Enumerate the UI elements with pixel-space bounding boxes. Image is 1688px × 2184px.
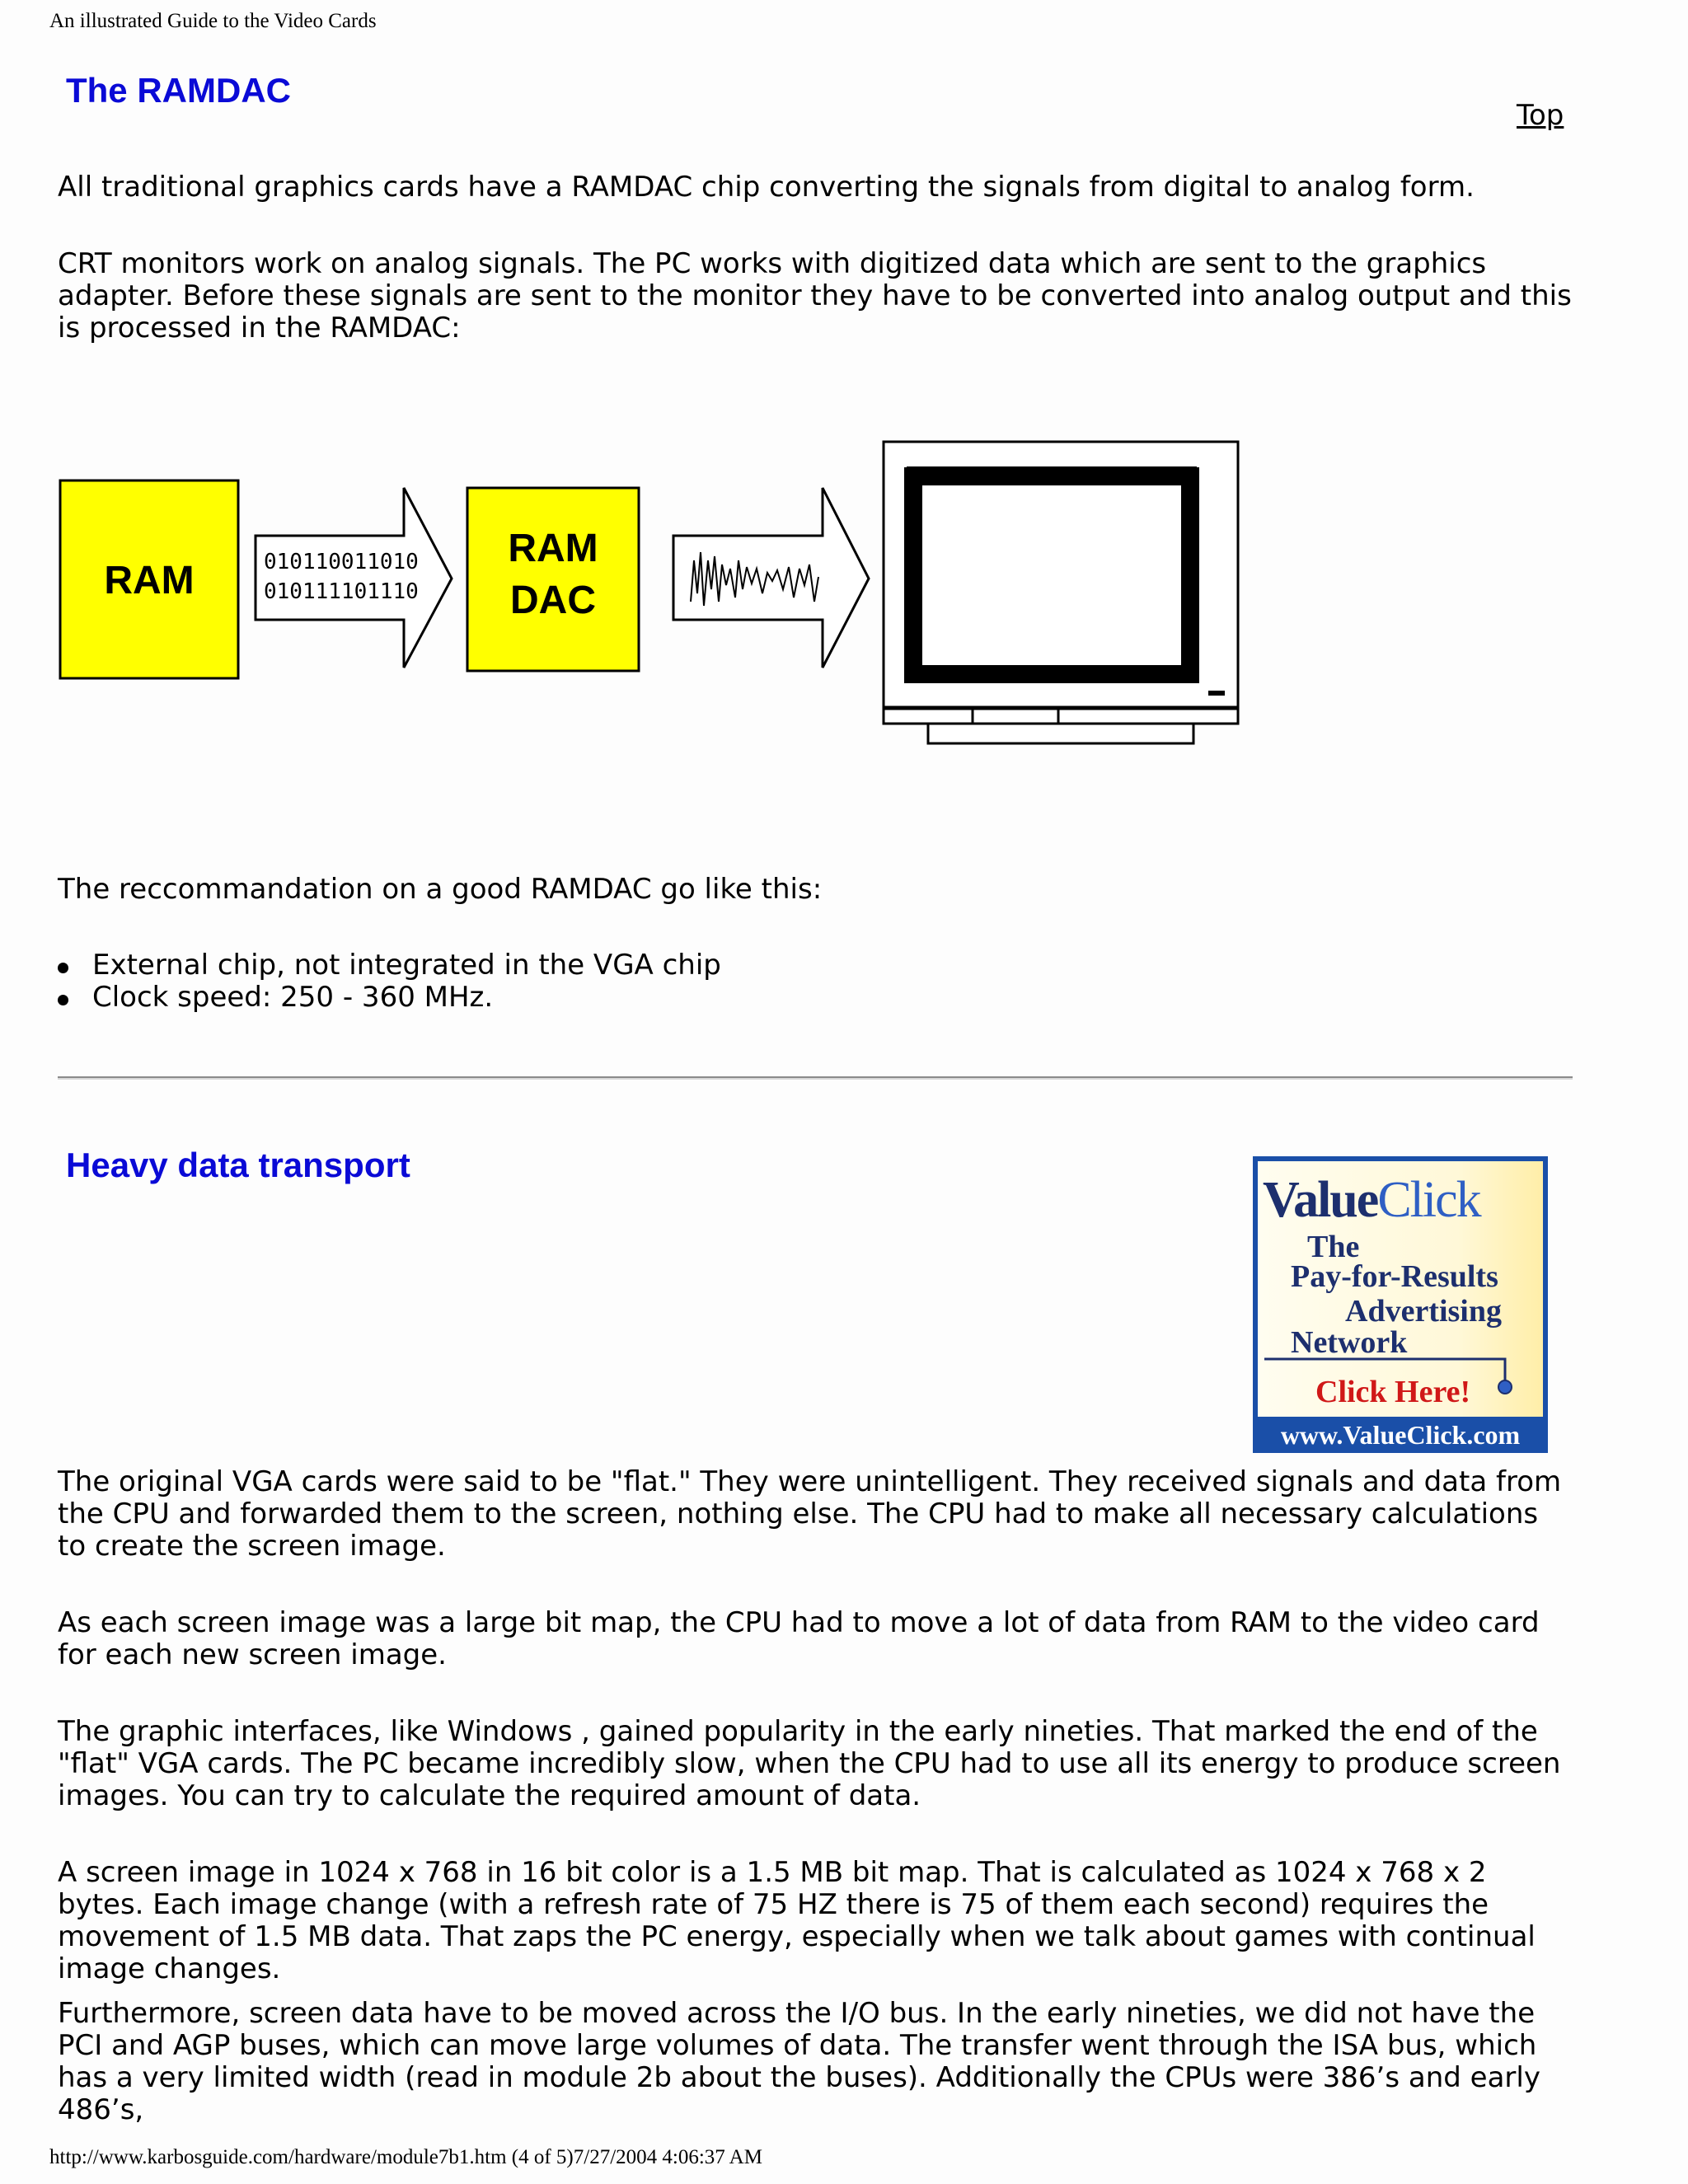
crt-monitor-icon (884, 442, 1238, 743)
ad-line-1: The (1307, 1230, 1360, 1264)
list-item: Clock speed: 250 - 360 MHz. (58, 982, 721, 1014)
paragraph-recommendation: The reccommandation on a good RAMDAC go like this: (58, 873, 823, 906)
ramdac-label-2: DAC (510, 579, 596, 622)
analog-arrow (673, 488, 869, 668)
recommendation-list (58, 949, 721, 1014)
ad-body (1258, 1161, 1543, 1417)
paragraph-calculation: A screen image in 1024 x 768 in 16 bit color is a 1.5 MB bit map. That is calculated as 1024 x 768 x 2 bytes. Each image change (with a refresh rate of 75 HZ there is 75 of them each second) requires the movement of 1.5 MB data. That zaps the PC energy, especially when we talk about games with continual image changes. (58, 1856, 1536, 1985)
ad-line-2: Pay-for-Results (1291, 1259, 1498, 1294)
print-footer: http://www.karbosguide.com/hardware/module7b1.htm (4 of 5)7/27/2004 4:06:37 AM (49, 2146, 762, 2168)
list-item: External chip, not integrated in the VGA chip (58, 949, 721, 982)
ramdac-diagram (58, 437, 1245, 750)
paragraph-gui: The graphic interfaces, like Windows , gained popularity in the early nineties. That marked the end of the "flat" VGA cards. The PC became incredibly slow, when the CPU had to use all its energy to produce screen images. You can try to calculate the required amount of data. (58, 1715, 1561, 1812)
ad-line-3: Advertising (1345, 1294, 1502, 1329)
paragraph-bitmap: As each screen image was a large bit map, the CPU had to move a lot of data from RAM to the video card for each new screen image. (58, 1606, 1540, 1671)
ad-logo: ValueClick (1263, 1172, 1480, 1228)
ad-dot-icon (1498, 1380, 1512, 1394)
section-divider (58, 1076, 1573, 1080)
ramdac-label-1: RAM (508, 527, 598, 570)
valueclick-ad-banner[interactable] (1253, 1156, 1548, 1453)
ad-line-4: Network (1291, 1325, 1408, 1360)
ramdac-box (467, 488, 639, 671)
ram-box (60, 480, 238, 678)
bits-line-2: 010111101110 (264, 579, 419, 604)
paragraph-intro: All traditional graphics cards have a RAMDAC chip converting the signals from digital to analog form. (58, 171, 1475, 204)
digital-arrow (256, 488, 452, 668)
ram-label: RAM (104, 559, 195, 602)
print-header: An illustrated Guide to the Video Cards (49, 10, 377, 32)
section-heading-heavy-data: Heavy data transport (66, 1146, 410, 1184)
section-heading-ramdac: The RAMDAC (66, 71, 291, 110)
paragraph-io-bus: Furthermore, screen data have to be moved across the I/O bus. In the early nineties, we did not have the PCI and AGP buses, which can move large volumes of data. The transfer went through the ISA bus, which has a very limited width (read in module 2b about the buses). Additionally the CPUs were 386’s and early 486’s, (58, 1997, 1540, 2126)
ad-cta[interactable]: Click Here! (1315, 1375, 1471, 1409)
ad-url[interactable]: www.ValueClick.com (1280, 1420, 1521, 1450)
paragraph-crt: CRT monitors work on analog signals. The PC works with digitized data which are sent to the graphics adapter. Before these signals are sent to the monitor they have to be converted into analog output and this is processed in the RAMDAC: (58, 247, 1572, 344)
top-link[interactable]: Top (1517, 99, 1564, 132)
bits-line-1: 010110011010 (264, 550, 419, 574)
paragraph-flat-vga: The original VGA cards were said to be "flat." They were unintelligent. They received signals and data from the CPU and forwarded them to the screen, nothing else. The CPU had to make all necessary calculations to create the screen image. (58, 1465, 1562, 1563)
